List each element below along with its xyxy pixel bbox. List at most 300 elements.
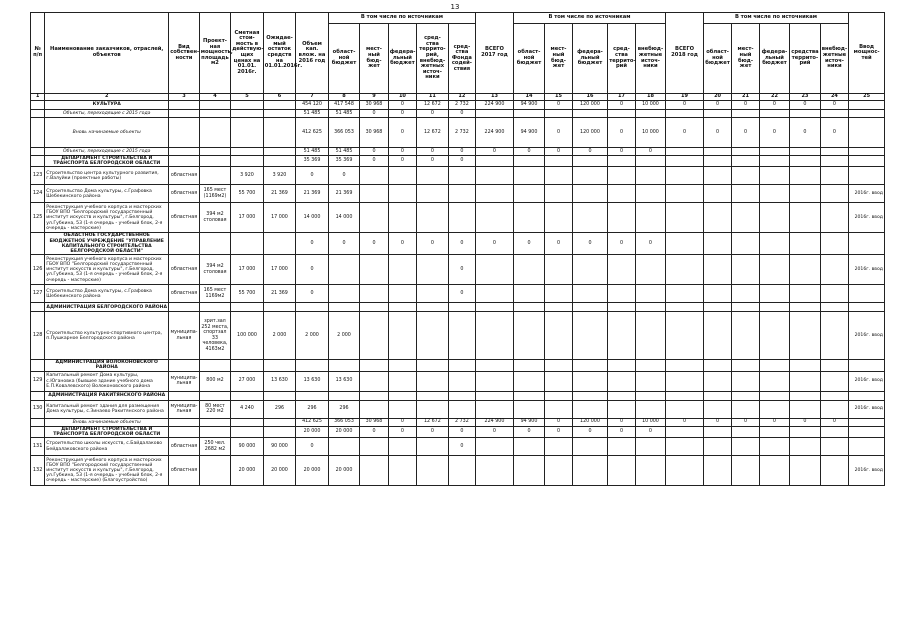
value-cell bbox=[759, 371, 789, 391]
value-cell: 20 000 bbox=[231, 456, 264, 486]
value-cell: 51 485 bbox=[296, 148, 329, 156]
value-cell bbox=[703, 426, 731, 437]
value-cell bbox=[790, 360, 820, 371]
object-name: Реконструкция учебного корпуса и мастерских ГБОУ ВПО "Белгородский государственный институт искусств и культуры", г.Белгород, ул.Губкина, 53 (1-я очередь - учебный блок, 2-я очередь - мастерские) bbox=[45, 255, 169, 285]
value-cell: 0 bbox=[328, 167, 360, 185]
value-cell: 10 000 bbox=[635, 101, 666, 110]
value-cell bbox=[388, 185, 416, 203]
value-cell: 90 000 bbox=[231, 438, 264, 456]
value-cell bbox=[759, 303, 789, 312]
column-number: 24 bbox=[820, 94, 849, 101]
value-cell bbox=[790, 400, 820, 418]
value-cell bbox=[635, 185, 666, 203]
value-cell bbox=[820, 167, 849, 185]
value-cell bbox=[388, 456, 416, 486]
value-cell bbox=[703, 438, 731, 456]
value-cell bbox=[790, 285, 820, 303]
row-number: 129 bbox=[31, 371, 45, 391]
value-cell: 0 bbox=[296, 438, 329, 456]
row-number bbox=[31, 118, 45, 148]
value-cell: 0 bbox=[790, 118, 820, 148]
value-cell bbox=[732, 371, 759, 391]
value-cell bbox=[513, 167, 545, 185]
value-cell: 0 bbox=[608, 101, 635, 110]
value-cell bbox=[703, 110, 731, 118]
value-cell: 13 630 bbox=[328, 371, 360, 391]
value-cell: 0 bbox=[476, 233, 514, 255]
value-cell bbox=[759, 148, 789, 156]
table-row bbox=[31, 285, 885, 303]
value-cell bbox=[388, 400, 416, 418]
value-cell bbox=[417, 438, 449, 456]
value-cell: 51 485 bbox=[328, 148, 360, 156]
value-cell bbox=[360, 438, 388, 456]
value-cell: 417 548 bbox=[328, 101, 360, 110]
table-header bbox=[31, 13, 885, 101]
value-cell bbox=[169, 391, 199, 400]
header-remaining: Ожидае-мый остаток средств на 01.01.2016г. bbox=[263, 13, 296, 94]
value-cell bbox=[231, 156, 264, 167]
value-cell bbox=[732, 400, 759, 418]
value-cell bbox=[732, 233, 759, 255]
value-cell bbox=[635, 303, 666, 312]
value-cell bbox=[263, 110, 296, 118]
value-cell bbox=[759, 233, 789, 255]
value-cell bbox=[608, 185, 635, 203]
value-cell: 0 bbox=[820, 118, 849, 148]
header-src-2017: мест-ный бюд-жет bbox=[545, 24, 572, 94]
value-cell: 120 000 bbox=[572, 118, 608, 148]
group-row bbox=[31, 156, 885, 167]
value-cell: 94 900 bbox=[513, 118, 545, 148]
value-cell bbox=[545, 203, 572, 233]
value-cell bbox=[448, 371, 476, 391]
value-cell: 0 bbox=[820, 418, 849, 426]
value-cell bbox=[417, 312, 449, 360]
value-cell bbox=[388, 285, 416, 303]
row-number bbox=[31, 360, 45, 371]
group-row bbox=[31, 391, 885, 400]
value-cell bbox=[608, 360, 635, 371]
value-cell bbox=[448, 303, 476, 312]
value-cell: 10 000 bbox=[635, 118, 666, 148]
row-number: 128 bbox=[31, 312, 45, 360]
value-cell bbox=[666, 438, 704, 456]
value-cell bbox=[608, 110, 635, 118]
value-cell bbox=[635, 167, 666, 185]
value-cell bbox=[296, 391, 329, 400]
header-src-2018: федера-льный бюджет bbox=[759, 24, 789, 94]
value-cell bbox=[476, 371, 514, 391]
value-cell: 0 bbox=[360, 426, 388, 437]
group-row bbox=[31, 360, 885, 371]
value-cell bbox=[513, 285, 545, 303]
value-cell bbox=[199, 391, 231, 400]
value-cell: 412 625 bbox=[296, 418, 329, 426]
value-cell bbox=[820, 148, 849, 156]
header-group-2016: В том числе по источникам bbox=[328, 13, 475, 24]
value-cell bbox=[666, 456, 704, 486]
column-number: 22 bbox=[759, 94, 789, 101]
value-cell: 35 369 bbox=[328, 156, 360, 167]
value-cell bbox=[703, 255, 731, 285]
value-cell bbox=[820, 285, 849, 303]
value-cell bbox=[759, 456, 789, 486]
value-cell bbox=[572, 185, 608, 203]
value-cell bbox=[328, 255, 360, 285]
value-cell bbox=[732, 312, 759, 360]
row-number: 127 bbox=[31, 285, 45, 303]
value-cell: 0 bbox=[820, 101, 849, 110]
commission-cell bbox=[849, 360, 885, 371]
value-cell bbox=[448, 456, 476, 486]
value-cell: 0 bbox=[360, 233, 388, 255]
value-cell bbox=[666, 400, 704, 418]
value-cell: 12 672 bbox=[417, 118, 449, 148]
value-cell bbox=[513, 391, 545, 400]
value-cell: 0 bbox=[448, 148, 476, 156]
value-cell: 0 bbox=[296, 255, 329, 285]
value-cell bbox=[820, 312, 849, 360]
value-cell: 0 bbox=[732, 118, 759, 148]
value-cell: зрит.зал 252 места, спортзал 33 человека, 4163м2 bbox=[199, 312, 231, 360]
value-cell bbox=[360, 360, 388, 371]
value-cell bbox=[360, 456, 388, 486]
header-src-2016: област-ной бюджет bbox=[328, 24, 360, 94]
table-row bbox=[31, 438, 885, 456]
value-cell bbox=[732, 391, 759, 400]
column-number: 7 bbox=[296, 94, 329, 101]
value-cell bbox=[820, 255, 849, 285]
value-cell bbox=[666, 185, 704, 203]
value-cell bbox=[666, 233, 704, 255]
object-name: АДМИНИСТРАЦИЯ БЕЛГОРОДСКОГО РАЙОНА bbox=[45, 303, 169, 312]
value-cell bbox=[263, 360, 296, 371]
object-name: ОБЛАСТНОЕ ГОСУДАРСТВЕННОЕ БЮДЖЕТНОЕ УЧРЕЖДЕНИЕ "УПРАВЛЕНИЕ КАПИТАЛЬНОГО СТРОИТЕЛЬСТВА БЕЛГОРОДСКОЙ ОБЛАСТИ" bbox=[45, 233, 169, 255]
value-cell bbox=[666, 303, 704, 312]
value-cell: 800 м2 bbox=[199, 371, 231, 391]
value-cell bbox=[732, 167, 759, 185]
value-cell bbox=[608, 303, 635, 312]
value-cell bbox=[231, 101, 264, 110]
object-name: Строительство Дома культуры, с.Графовка Шебекинского района bbox=[45, 185, 169, 203]
value-cell bbox=[199, 110, 231, 118]
commission-cell bbox=[849, 118, 885, 148]
column-number: 11 bbox=[417, 94, 449, 101]
value-cell: 0 bbox=[388, 233, 416, 255]
value-cell bbox=[545, 167, 572, 185]
value-cell bbox=[476, 185, 514, 203]
value-cell bbox=[360, 167, 388, 185]
value-cell bbox=[417, 185, 449, 203]
value-cell bbox=[388, 255, 416, 285]
value-cell: 0 bbox=[759, 118, 789, 148]
value-cell bbox=[169, 156, 199, 167]
value-cell: 21 369 bbox=[263, 185, 296, 203]
value-cell: 366 053 bbox=[328, 118, 360, 148]
value-cell bbox=[545, 185, 572, 203]
value-cell bbox=[666, 371, 704, 391]
column-number: 15 bbox=[545, 94, 572, 101]
value-cell: 0 bbox=[572, 233, 608, 255]
value-cell: 0 bbox=[666, 101, 704, 110]
value-cell bbox=[759, 400, 789, 418]
value-cell: 14 000 bbox=[296, 203, 329, 233]
value-cell: 30 968 bbox=[360, 101, 388, 110]
value-cell bbox=[545, 285, 572, 303]
value-cell bbox=[476, 391, 514, 400]
value-cell bbox=[545, 156, 572, 167]
value-cell: 13 630 bbox=[296, 371, 329, 391]
value-cell bbox=[545, 360, 572, 371]
value-cell bbox=[572, 255, 608, 285]
value-cell bbox=[199, 156, 231, 167]
row-number bbox=[31, 426, 45, 437]
value-cell bbox=[820, 156, 849, 167]
value-cell: 2 000 bbox=[296, 312, 329, 360]
value-cell: 454 120 bbox=[296, 101, 329, 110]
commission-cell bbox=[849, 418, 885, 426]
commission-cell bbox=[849, 101, 885, 110]
value-cell: 0 bbox=[759, 101, 789, 110]
value-cell bbox=[476, 255, 514, 285]
value-cell bbox=[448, 312, 476, 360]
commission-cell: 2016г. ввод bbox=[849, 456, 885, 486]
value-cell bbox=[608, 371, 635, 391]
value-cell bbox=[703, 391, 731, 400]
value-cell bbox=[199, 456, 231, 486]
value-cell: 2 000 bbox=[263, 312, 296, 360]
value-cell bbox=[199, 418, 231, 426]
value-cell bbox=[666, 148, 704, 156]
object-name: Реконструкция учебного корпуса и мастерских ГБОУ ВПО "Белгородский государственный институт искусств и культуры", г.Белгород, ул.Губкина, 53 (1-я очередь - учебный блок, 2-я очередь - мастерские) bbox=[45, 203, 169, 233]
value-cell bbox=[545, 255, 572, 285]
row-number: 132 bbox=[31, 456, 45, 486]
row-number bbox=[31, 418, 45, 426]
value-cell: 3 920 bbox=[231, 167, 264, 185]
commission-cell bbox=[849, 110, 885, 118]
value-cell bbox=[572, 203, 608, 233]
value-cell: муниципа-льная bbox=[169, 371, 199, 391]
value-cell: 0 bbox=[360, 156, 388, 167]
object-name: Объекты, переходящие с 2015 года bbox=[45, 110, 169, 118]
value-cell bbox=[572, 285, 608, 303]
value-cell bbox=[790, 110, 820, 118]
value-cell bbox=[732, 438, 759, 456]
value-cell bbox=[513, 456, 545, 486]
value-cell bbox=[545, 391, 572, 400]
column-number: 5 bbox=[231, 94, 264, 101]
row-number: 126 bbox=[31, 255, 45, 285]
value-cell bbox=[328, 391, 360, 400]
value-cell bbox=[513, 156, 545, 167]
value-cell: 0 bbox=[635, 426, 666, 437]
value-cell: областная bbox=[169, 438, 199, 456]
row-number bbox=[31, 391, 45, 400]
value-cell: областная bbox=[169, 456, 199, 486]
value-cell bbox=[231, 118, 264, 148]
subtotal-row bbox=[31, 148, 885, 156]
header-src-2018: внебюд-жетные источ-ники bbox=[820, 24, 849, 94]
commission-cell: 2016г. ввод bbox=[849, 203, 885, 233]
column-number: 19 bbox=[666, 94, 704, 101]
value-cell bbox=[388, 371, 416, 391]
value-cell bbox=[199, 167, 231, 185]
value-cell bbox=[360, 371, 388, 391]
value-cell: 0 bbox=[732, 418, 759, 426]
value-cell bbox=[231, 360, 264, 371]
value-cell bbox=[263, 233, 296, 255]
commission-cell bbox=[849, 426, 885, 437]
value-cell bbox=[231, 426, 264, 437]
value-cell: 0 bbox=[790, 101, 820, 110]
row-number bbox=[31, 148, 45, 156]
value-cell bbox=[231, 303, 264, 312]
commission-cell bbox=[849, 167, 885, 185]
value-cell bbox=[703, 285, 731, 303]
value-cell bbox=[199, 148, 231, 156]
value-cell: 296 bbox=[328, 400, 360, 418]
header-group-2018: В том числе по источникам bbox=[703, 13, 848, 24]
column-number: 20 bbox=[703, 94, 731, 101]
value-cell bbox=[666, 156, 704, 167]
group-row bbox=[31, 303, 885, 312]
value-cell bbox=[666, 391, 704, 400]
header-capacity: Проект-ная мощность, площадь м2 bbox=[199, 13, 231, 94]
value-cell: 20 000 bbox=[328, 426, 360, 437]
value-cell bbox=[635, 203, 666, 233]
value-cell bbox=[513, 203, 545, 233]
value-cell bbox=[231, 233, 264, 255]
value-cell bbox=[635, 156, 666, 167]
header-src-2017: сред-ства террито-рий bbox=[608, 24, 635, 94]
value-cell bbox=[732, 255, 759, 285]
value-cell: 250 чел. 2682 м2 bbox=[199, 438, 231, 456]
value-cell bbox=[703, 303, 731, 312]
column-number: 17 bbox=[608, 94, 635, 101]
value-cell bbox=[790, 185, 820, 203]
table-body bbox=[31, 101, 885, 486]
value-cell: 0 bbox=[476, 148, 514, 156]
value-cell bbox=[820, 110, 849, 118]
value-cell bbox=[513, 360, 545, 371]
value-cell: 12 672 bbox=[417, 101, 449, 110]
value-cell bbox=[263, 118, 296, 148]
value-cell bbox=[790, 391, 820, 400]
value-cell bbox=[608, 391, 635, 400]
value-cell: 0 bbox=[448, 156, 476, 167]
column-number: 16 bbox=[572, 94, 608, 101]
value-cell bbox=[666, 255, 704, 285]
value-cell bbox=[231, 418, 264, 426]
value-cell: 296 bbox=[296, 400, 329, 418]
value-cell: 35 369 bbox=[296, 156, 329, 167]
value-cell bbox=[476, 285, 514, 303]
commission-cell: 2016г. ввод bbox=[849, 371, 885, 391]
value-cell bbox=[732, 156, 759, 167]
value-cell bbox=[608, 438, 635, 456]
row-number: 124 bbox=[31, 185, 45, 203]
value-cell bbox=[476, 312, 514, 360]
value-cell: 0 bbox=[572, 426, 608, 437]
value-cell bbox=[417, 255, 449, 285]
header-commission: Ввод мощнос-тей bbox=[849, 13, 885, 94]
value-cell bbox=[790, 255, 820, 285]
object-name: Капитальный ремонт здания для размещения Дома культуры, с.Зинаево Ракитянского района bbox=[45, 400, 169, 418]
value-cell bbox=[513, 110, 545, 118]
value-cell bbox=[545, 110, 572, 118]
value-cell: 0 bbox=[545, 101, 572, 110]
value-cell: 0 bbox=[703, 418, 731, 426]
value-cell bbox=[759, 156, 789, 167]
row-number: 130 bbox=[31, 400, 45, 418]
value-cell bbox=[732, 203, 759, 233]
value-cell bbox=[263, 391, 296, 400]
value-cell bbox=[545, 312, 572, 360]
value-cell: 0 bbox=[296, 233, 329, 255]
value-cell: 0 bbox=[608, 418, 635, 426]
value-cell bbox=[360, 303, 388, 312]
value-cell: областная bbox=[169, 255, 199, 285]
value-cell bbox=[448, 185, 476, 203]
value-cell bbox=[820, 438, 849, 456]
value-cell bbox=[635, 456, 666, 486]
value-cell bbox=[608, 456, 635, 486]
value-cell bbox=[513, 255, 545, 285]
object-name: Строительство центра культурного развития, г.Валуйки (проектные работы) bbox=[45, 167, 169, 185]
value-cell bbox=[759, 360, 789, 371]
value-cell bbox=[635, 371, 666, 391]
column-number: 14 bbox=[513, 94, 545, 101]
value-cell: 394 м2 столовая bbox=[199, 203, 231, 233]
value-cell bbox=[545, 303, 572, 312]
value-cell: 3 920 bbox=[263, 167, 296, 185]
value-cell bbox=[608, 312, 635, 360]
value-cell: 2 000 bbox=[328, 312, 360, 360]
value-cell bbox=[666, 285, 704, 303]
value-cell: 0 bbox=[417, 426, 449, 437]
header-ownership: Вид собствен-ности bbox=[169, 13, 199, 94]
value-cell bbox=[820, 303, 849, 312]
object-name: ДЕПАРТАМЕНТ СТРОИТЕЛЬСТВА И ТРАНСПОРТА БЕЛГОРОДСКОЙ ОБЛАСТИ bbox=[45, 156, 169, 167]
value-cell: 0 bbox=[572, 148, 608, 156]
value-cell: 4 240 bbox=[231, 400, 264, 418]
value-cell bbox=[328, 438, 360, 456]
object-name: АДМИНИСТРАЦИЯ РАКИТЯНСКОГО РАЙОНА bbox=[45, 391, 169, 400]
value-cell: областная bbox=[169, 285, 199, 303]
value-cell: 0 bbox=[608, 426, 635, 437]
commission-cell bbox=[849, 156, 885, 167]
header-est-cost: Сметная стои-мость в действую-щих ценах на 01.01. 2016г. bbox=[231, 13, 264, 94]
object-name: Реконструкция учебного корпуса и мастерских ГБОУ ВПО "Белгородский государственный институт искусств и культуры", г.Белгород, ул.Губкина, 53 (1-я очередь - учебный блок, 2-я очередь - мастерские) (Благоустройство) bbox=[45, 456, 169, 486]
column-number: 10 bbox=[388, 94, 416, 101]
value-cell bbox=[417, 285, 449, 303]
value-cell bbox=[703, 400, 731, 418]
value-cell bbox=[169, 118, 199, 148]
value-cell bbox=[388, 167, 416, 185]
value-cell bbox=[732, 303, 759, 312]
value-cell: 120 000 bbox=[572, 101, 608, 110]
commission-cell: 2016г. ввод bbox=[849, 400, 885, 418]
value-cell bbox=[231, 148, 264, 156]
value-cell bbox=[759, 391, 789, 400]
value-cell bbox=[759, 438, 789, 456]
value-cell: 0 bbox=[360, 148, 388, 156]
value-cell: 0 bbox=[388, 101, 416, 110]
commission-cell bbox=[849, 148, 885, 156]
value-cell: 0 bbox=[703, 101, 731, 110]
value-cell bbox=[572, 303, 608, 312]
